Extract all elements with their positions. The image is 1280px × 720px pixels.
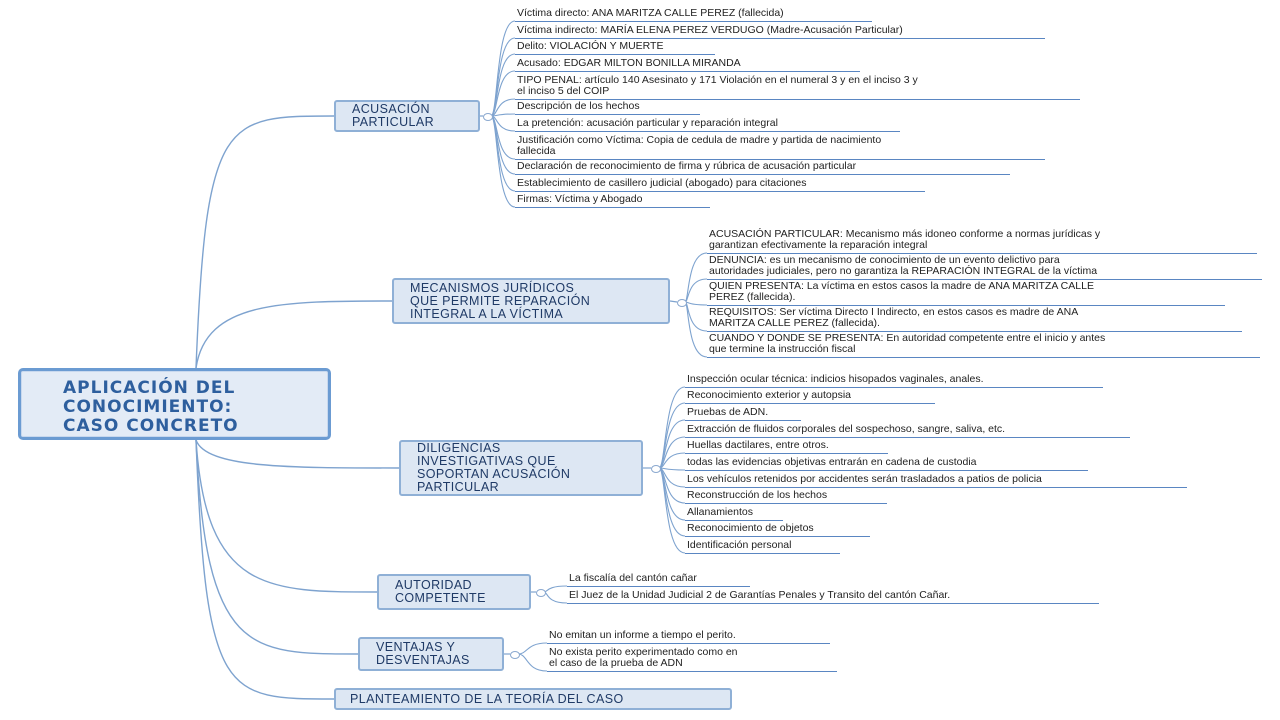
child-underline: [515, 131, 900, 132]
child-item[interactable]: Huellas dactilares, entre otros.: [687, 439, 829, 451]
child-item[interactable]: Identificación personal: [687, 539, 792, 551]
hub-link-mecanismos-juridicos: [670, 301, 677, 302]
branch-label: MECANISMOS JURÍDICOS QUE PERMITE REPARACIÓN INTEGRAL A LA VÍCTIMA: [410, 280, 591, 321]
child-underline: [685, 520, 783, 521]
child-underline: [515, 191, 925, 192]
child-item[interactable]: Declaración de reconocimiento de firma y rúbrica de acusación particular: [517, 160, 857, 172]
child-item[interactable]: Víctima directo: ANA MARITZA CALLE PEREZ (fallecida): [517, 7, 784, 19]
child-item[interactable]: Firmas: Víctima y Abogado: [517, 193, 643, 205]
child-item[interactable]: Acusado: EDGAR MILTON BONILLA MIRANDA: [517, 57, 741, 69]
child-connector-autoridad-competente: [544, 586, 567, 592]
branch-connector-diligencias-investigativas: [196, 440, 399, 468]
branch-diligencias-investigativas[interactable]: [399, 440, 643, 496]
child-underline: [685, 470, 1088, 471]
child-underline: [685, 536, 870, 537]
child-connector-diligencias-investigativas: [659, 468, 685, 470]
child-underline: [515, 21, 872, 22]
child-underline: [515, 54, 715, 55]
child-connector-acusacion-particular: [491, 38, 515, 116]
child-item[interactable]: Inspección ocular técnica: indicios hisopados vaginales, anales.: [687, 373, 984, 385]
child-item[interactable]: Los vehículos retenidos por accidentes serán trasladados a patios de policia: [687, 473, 1042, 485]
branch-connector-ventajas-desventajas: [196, 440, 358, 654]
child-item[interactable]: Establecimiento de casillero judicial (abogado) para citaciones: [517, 177, 807, 189]
child-item[interactable]: Delito: VIOLACIÓN Y MUERTE: [517, 40, 664, 52]
branch-teoria-del-caso[interactable]: [334, 688, 732, 710]
child-underline: [547, 643, 830, 644]
child-item[interactable]: Reconstrucción de los hechos: [687, 489, 828, 501]
child-item[interactable]: Extracción de fluidos corporales del sospechoso, sangre, saliva, etc.: [687, 423, 1006, 435]
child-item[interactable]: La pretención: acusación particular y reparación integral: [517, 117, 778, 129]
child-underline: [515, 38, 1045, 39]
collapse-toggle-icon[interactable]: [483, 113, 493, 121]
child-connector-mecanismos-juridicos: [685, 302, 707, 305]
child-item[interactable]: Allanamientos: [687, 506, 753, 518]
child-connector-acusacion-particular: [491, 71, 515, 116]
branch-ventajas-desventajas[interactable]: [358, 637, 504, 671]
child-underline: [685, 553, 840, 554]
branch-label: AUTORIDAD COMPETENTE: [395, 578, 486, 605]
child-underline: [685, 487, 1187, 488]
child-underline: [685, 420, 801, 421]
branch-connector-teoria-del-caso: [196, 440, 334, 699]
child-connector-diligencias-investigativas: [659, 403, 685, 468]
child-item[interactable]: El Juez de la Unidad Judicial 2 de Garantías Penales y Transito del cantón Cañar.: [569, 589, 951, 601]
child-item[interactable]: Justificación como Víctima: Copia de cedula de madre y partida de nacimiento fallecida: [517, 134, 882, 157]
child-item[interactable]: TIPO PENAL: artículo 140 Asesinato y 171 Violación en el numeral 3 y en el inciso 3 y el inciso 5 del COIP: [517, 74, 918, 97]
child-underline: [547, 671, 837, 672]
branch-mecanismos-juridicos[interactable]: [392, 278, 670, 324]
branch-label: DILIGENCIAS INVESTIGATIVAS QUE SOPORTAN ACUSACIÓN PARTICULAR: [417, 441, 571, 494]
branch-label: VENTAJAS Y DESVENTAJAS: [376, 640, 470, 667]
child-connector-acusacion-particular: [491, 54, 515, 116]
child-underline: [685, 453, 888, 454]
collapse-toggle-icon[interactable]: [677, 299, 687, 307]
child-underline: [567, 603, 1099, 604]
child-underline: [685, 437, 1130, 438]
central-topic[interactable]: [18, 368, 331, 440]
central-topic-label: APLICACIÓN DEL CONOCIMIENTO: CASO CONCRETO: [63, 378, 239, 436]
branch-label: ACUSACIÓN PARTICULAR: [352, 102, 435, 129]
child-item[interactable]: DENUNCIA: es un mecanismo de conocimiento de un evento delictivo para autoridades judiciales, pero no garantiza la REPARACIÓN INTEGRAL de la víctima: [709, 254, 1098, 277]
child-connector-diligencias-investigativas: [659, 468, 685, 503]
collapse-toggle-icon[interactable]: [510, 651, 520, 659]
branch-connector-mecanismos-juridicos: [196, 301, 392, 368]
branch-acusacion-particular[interactable]: [334, 100, 480, 132]
child-underline: [567, 586, 750, 587]
branch-connector-autoridad-competente: [196, 440, 377, 592]
child-item[interactable]: todas las evidencias objetivas entrarán en cadena de custodia: [687, 456, 977, 468]
child-item[interactable]: Pruebas de ADN.: [687, 406, 769, 418]
child-underline: [515, 71, 860, 72]
child-connector-ventajas-desventajas: [518, 643, 547, 654]
child-item[interactable]: Víctima indirecto: MARÍA ELENA PEREZ VERDUGO (Madre-Acusación Particular): [517, 24, 903, 36]
child-underline: [707, 357, 1260, 358]
child-connector-ventajas-desventajas: [518, 654, 547, 671]
collapse-toggle-icon[interactable]: [651, 465, 661, 473]
child-item[interactable]: La fiscalía del cantón cañar: [569, 572, 697, 584]
child-underline: [515, 207, 710, 208]
child-underline: [685, 503, 887, 504]
child-underline: [515, 174, 1010, 175]
branch-connector-acusacion-particular: [196, 116, 334, 368]
collapse-toggle-icon[interactable]: [536, 589, 546, 597]
child-underline: [685, 403, 935, 404]
child-item[interactable]: REQUISITOS: Ser víctima Directo I Indirecto, en estos casos es madre de ANA MARITZA CALLE PEREZ (fallecida).: [709, 306, 1079, 329]
child-item[interactable]: CUANDO Y DONDE SE PRESENTA: En autoridad competente entre el inicio y antes que termine la instrucción fiscal: [709, 332, 1106, 355]
child-item[interactable]: No emitan un informe a tiempo el perito.: [549, 629, 736, 641]
child-item[interactable]: ACUSACIÓN PARTICULAR: Mecanismo más idoneo conforme a normas jurídicas y garantizan efectivamente la reparación integral: [709, 228, 1101, 251]
child-underline: [515, 114, 700, 115]
child-underline: [685, 387, 1103, 388]
branch-autoridad-competente[interactable]: [377, 574, 531, 610]
child-connector-autoridad-competente: [544, 592, 567, 603]
child-item[interactable]: Reconocimiento de objetos: [687, 522, 814, 534]
child-item[interactable]: QUIEN PRESENTA: La víctima en estos casos la madre de ANA MARITZA CALLE PEREZ (fallecida).: [709, 280, 1094, 303]
child-item[interactable]: Descripción de los hechos: [517, 100, 640, 112]
child-connector-acusacion-particular: [491, 21, 515, 116]
child-item[interactable]: Reconocimiento exterior y autopsia: [687, 389, 852, 401]
child-connector-diligencias-investigativas: [659, 420, 685, 468]
branch-label: PLANTEAMIENTO DE LA TEORÍA DEL CASO: [350, 691, 624, 706]
child-item[interactable]: No exista perito experimentado como en el caso de la prueba de ADN: [549, 646, 738, 669]
